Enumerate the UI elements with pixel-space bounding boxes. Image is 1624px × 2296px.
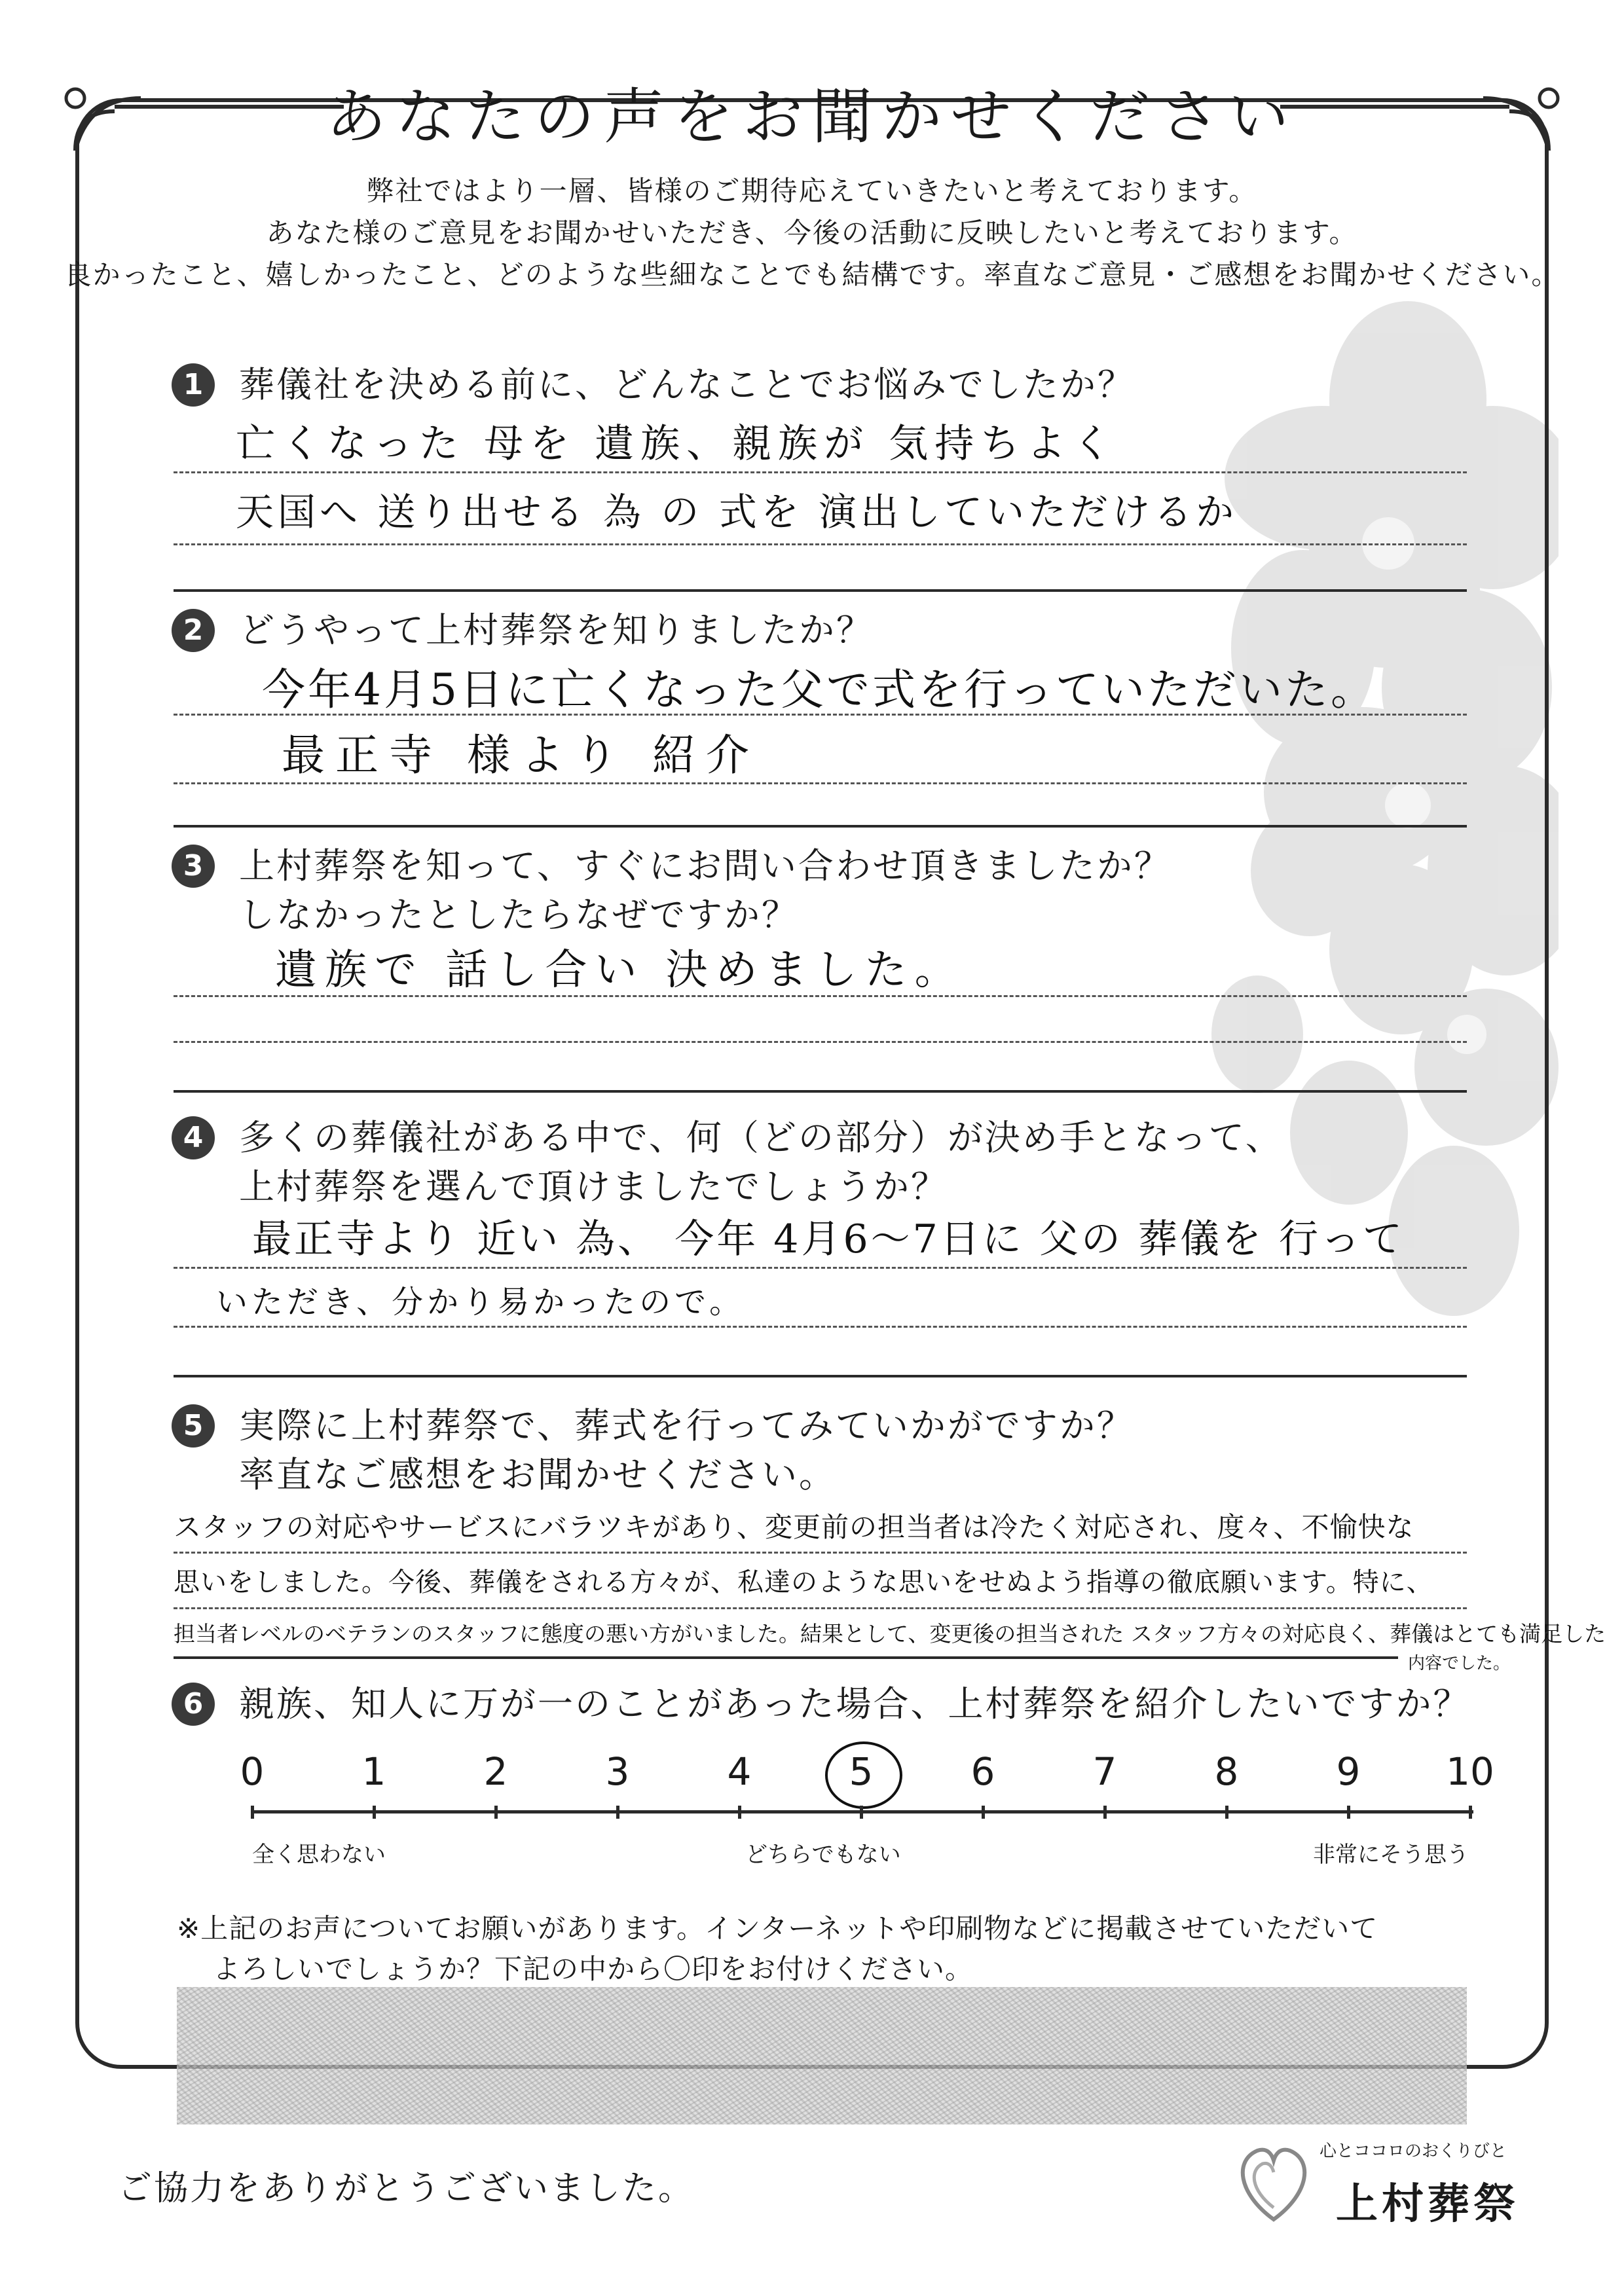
answer-rule	[174, 543, 1467, 545]
scale-tick	[738, 1806, 741, 1819]
intro-text	[0, 170, 1624, 296]
question-number-badge: 4	[172, 1116, 215, 1159]
answer-5-line-4: 内容でした。	[1408, 1654, 1511, 1673]
answer-rule	[174, 1552, 1467, 1554]
intro-line: 良かったこと、嬉しかったこと、どのような些細なことでも結構です。率直なご意見・ご感想をお聞かせください。	[64, 259, 1560, 291]
brand-name: 上村葬祭	[1336, 2180, 1519, 2229]
answer-4-line-2: いただき、分かり易かったので。	[216, 1284, 745, 1321]
scale-tick	[1347, 1806, 1350, 1819]
thanks-message: ご協力をありがとうございました。	[118, 2169, 695, 2208]
scale-tick	[251, 1806, 254, 1819]
answer-1-line-2: 天国へ 送り出せる 為 の 式を 演出していただけるか	[236, 490, 1238, 534]
scale-number-0[interactable]: 0	[240, 1749, 265, 1794]
scale-number-4[interactable]: 4	[727, 1749, 752, 1794]
scale-number-7[interactable]: 7	[1092, 1749, 1117, 1794]
question-5-text-line-2: 率直なご感想をお聞かせください。	[239, 1454, 836, 1495]
answer-rule	[174, 714, 1467, 716]
answer-rule	[174, 782, 1467, 784]
scale-tick	[1469, 1806, 1472, 1819]
form-title: あなたの声をお聞かせください	[325, 82, 1298, 152]
scale-high-label: 非常にそう思う	[1313, 1842, 1469, 1868]
scale-low-label: 全く思わない	[252, 1842, 386, 1868]
scale-number-1[interactable]: 1	[361, 1749, 386, 1794]
note-line: ※上記のお声についてお願いがあります。インターネットや印刷物などに掲載させていただいて	[177, 1912, 1378, 1944]
scale-number-10[interactable]: 10	[1446, 1749, 1494, 1794]
scale-tick	[494, 1806, 498, 1819]
answer-3-line-1: 遺族で 話し合い 決めました。	[275, 946, 965, 994]
intro-line: あなた様のご意見をお聞かせいただき、今後の活動に反映したいと考えております。	[266, 217, 1358, 249]
section-divider	[174, 1656, 1398, 1659]
answer-5-line-2: 思いをしました。今後、葬儀をされる方々が、私達のような思いをせぬよう指導の徹底願います。特に、	[174, 1567, 1433, 1597]
answer-rule	[174, 1607, 1467, 1609]
answer-rule	[174, 1326, 1467, 1328]
answer-rule	[174, 1041, 1467, 1043]
question-number-badge: 2	[172, 609, 215, 652]
answer-1-line-1: 亡くなった 母を 遺族、親族が 気持ちよく	[236, 421, 1118, 467]
answer-2-line-2: 最正寺 様より 紹介	[282, 730, 760, 780]
answer-2-line-1: 今年4月5日に亡くなった父で式を行っていただいた。	[262, 665, 1376, 715]
answer-5-line-3: 担当者レベルのベテランのスタッフに態度の悪い方がいました。結果として、変更後の担当された スタッフ方々の対応良く、葬儀はとても満足した	[174, 1621, 1606, 1647]
section-divider	[174, 1375, 1467, 1377]
answer-5-line-1: スタッフの対応やサービスにバラツキがあり、変更前の担当者は冷たく対応され、度々、不愉快な	[174, 1511, 1414, 1543]
scale-number-5[interactable]: 5	[849, 1749, 874, 1794]
question-3-text-line-1: 上村葬祭を知って、すぐにお問い合わせ頂きましたか？	[239, 845, 1172, 886]
question-number-badge: 1	[172, 363, 215, 407]
question-number-badge: 6	[172, 1683, 215, 1726]
scale-number-2[interactable]: 2	[483, 1749, 508, 1794]
section-divider	[174, 825, 1467, 828]
scale-tick	[860, 1806, 863, 1819]
answer-rule	[174, 471, 1467, 473]
question-3-text-line-2: しなかったとしたらなぜですか？	[239, 894, 799, 936]
question-number-badge: 5	[172, 1404, 215, 1448]
scale-tick	[373, 1806, 376, 1819]
scale-tick	[1103, 1806, 1107, 1819]
scale-number-8[interactable]: 8	[1214, 1749, 1239, 1794]
answer-4-line-1: 最正寺より 近い 為、 今年 4月6〜7日に 父の 葬儀を 行って	[252, 1216, 1405, 1262]
scale-number-9[interactable]: 9	[1336, 1749, 1361, 1794]
scale-tick	[982, 1806, 985, 1819]
note-line: よろしいでしょうか？下記の中から〇印をお付けください。	[213, 1953, 974, 1985]
scale-tick	[616, 1806, 619, 1819]
question-5-text-line-1: 実際に上村葬祭で、葬式を行ってみていかがですか？	[239, 1405, 1134, 1446]
brand-tagline: 心とココロのおくりびと	[1320, 2141, 1507, 2161]
question-1-text: 葬儀社を決める前に、どんなことでお悩みでしたか？	[239, 364, 1135, 405]
question-6-text: 親族、知人に万が一のことがあった場合、上村葬祭を紹介したいですか？	[239, 1683, 1471, 1724]
scale-tick	[1225, 1806, 1228, 1819]
scale-number-3[interactable]: 3	[605, 1749, 630, 1794]
question-number-badge: 3	[172, 845, 215, 888]
intro-line: 弊社ではより一層、皆様のご期待応えていきたいと考えております。	[366, 175, 1258, 207]
question-2-text: どうやって上村葬祭を知りましたか？	[239, 610, 874, 651]
answer-rule	[174, 1267, 1467, 1269]
question-4-text-line-1: 多くの葬儀社がある中で、何（どの部分）が決め手となって、	[239, 1117, 1283, 1158]
scale-number-6[interactable]: 6	[970, 1749, 995, 1794]
section-divider	[174, 1090, 1467, 1093]
heart-logo-icon	[1231, 2134, 1316, 2226]
redacted-consent-options	[177, 1987, 1467, 2124]
question-4-text-line-2: 上村葬祭を選んで頂けましたでしょうか？	[239, 1166, 948, 1207]
answer-rule	[174, 995, 1467, 997]
publication-consent-note	[177, 1908, 1378, 1990]
section-divider	[174, 589, 1467, 592]
scale-mid-label: どちらでもない	[745, 1842, 901, 1868]
